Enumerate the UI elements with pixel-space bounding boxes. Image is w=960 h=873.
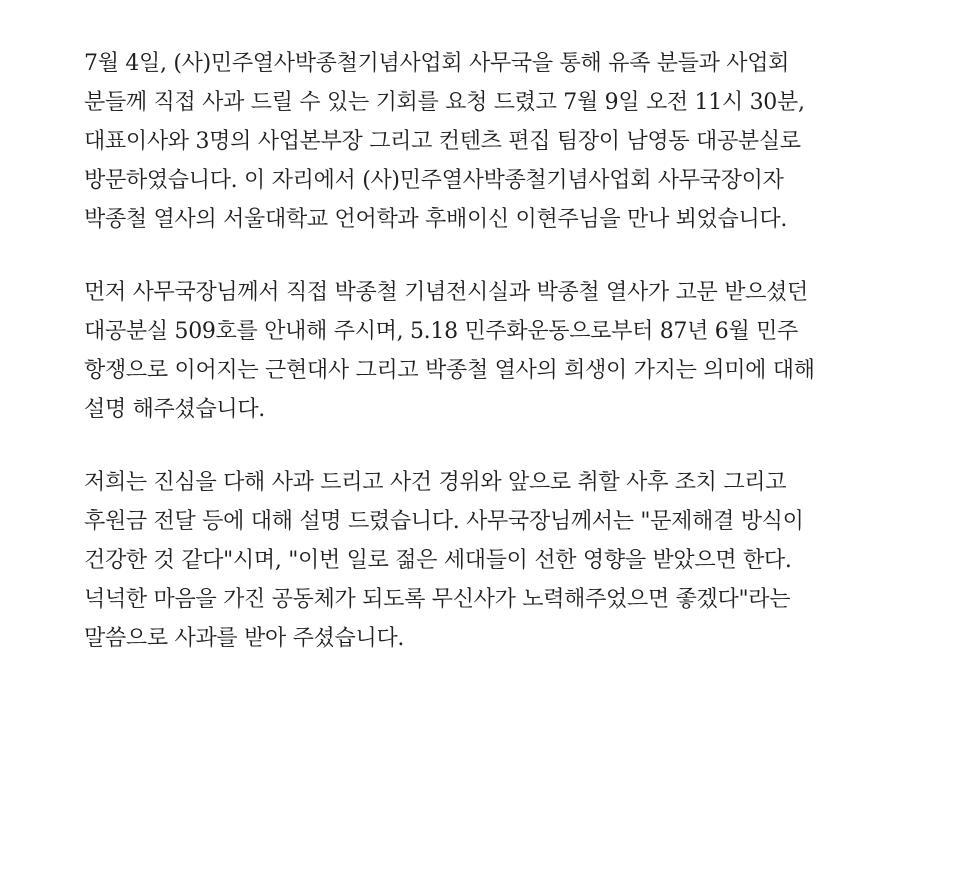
- paragraph-3: [84, 463, 904, 658]
- apology-statement-text: [84, 44, 904, 692]
- paragraph-line: 대공분실 509호를 안내해 주시며, 5.18 민주화운동으로부터 87년 6월 민주: [84, 319, 799, 344]
- paragraph-line: 말씀으로 사과를 받아 주셨습니다.: [84, 626, 405, 651]
- paragraph-line: 건강한 것 같다"시며, "이번 일로 젊은 세대들이 선한 영향을 받았으면 한다.: [84, 548, 792, 573]
- paragraph-2: [84, 273, 904, 429]
- paragraph-line: 먼저 사무국장님께서 직접 박종철 기념전시실과 박종철 열사가 고문 받으셨던: [84, 280, 809, 305]
- paragraph-line: 대표이사와 3명의 사업본부장 그리고 컨텐츠 편집 팀장이 남영동 대공분실로: [84, 129, 801, 154]
- paragraph-line: 방문하였습니다. 이 자리에서 (사)민주열사박종철기념사업회 사무국장이자: [84, 168, 784, 193]
- paragraph-line: 항쟁으로 이어지는 근현대사 그리고 박종철 열사의 희생이 가지는 의미에 대해: [84, 358, 815, 383]
- paragraph-line: 후원금 전달 등에 대해 설명 드렸습니다. 사무국장님께서는 "문제해결 방식이: [84, 509, 804, 534]
- paragraph-line: 분들께 직접 사과 드릴 수 있는 기회를 요청 드렸고 7월 9일 오전 11시 30분,: [84, 90, 805, 115]
- paragraph-line: 저희는 진심을 다해 사과 드리고 사건 경위와 앞으로 취할 사후 조치 그리고: [84, 470, 787, 495]
- paragraph-line: 넉넉한 마음을 가진 공동체가 되도록 무신사가 노력해주었으면 좋겠다"라는: [84, 587, 791, 612]
- paragraph-line: 설명 해주셨습니다.: [84, 397, 266, 422]
- paragraph-line: 7월 4일, (사)민주열사박종철기념사업회 사무국을 통해 유족 분들과 사업회: [84, 51, 790, 76]
- paragraph-line: 박종철 열사의 서울대학교 언어학과 후배이신 이현주님을 만나 뵈었습니다.: [84, 207, 788, 232]
- paragraph-1: [84, 44, 904, 239]
